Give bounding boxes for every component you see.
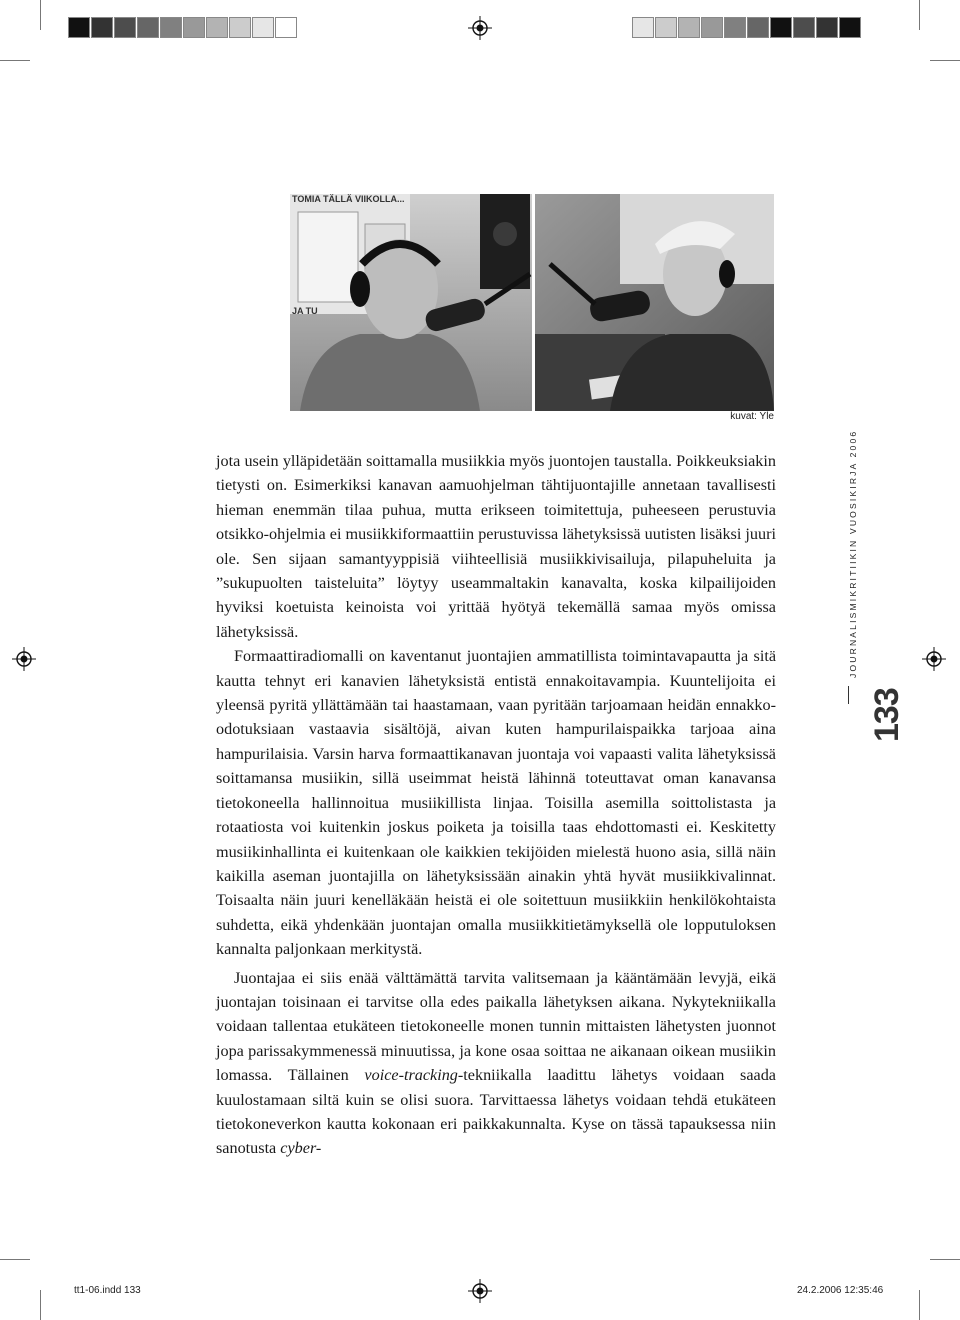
crop-mark: [40, 0, 41, 30]
color-swatch: [91, 17, 113, 38]
color-swatch: [275, 17, 297, 38]
color-swatch: [68, 17, 90, 38]
paragraph-text: Juontajaa ei siis enää välttämättä tarvita valitsemaan ja kääntämään levyjä, eikä juontajan toisinaan ei tarvitse olla edes paikalla lähetyksen aikana. Nykytekniikalla voidaan tallentaa etukäteen tietokoneelle monen tunnin mittaisten lähetysten juonnot jopa parissakymmenessä minuutissa, ja kone osaa soittaa ne aikanaan oikean musiikin lomassa. Tällainen: [216, 968, 776, 1085]
emphasis: cyber-: [280, 1139, 322, 1158]
crop-mark: [0, 60, 30, 61]
sign-text: TOMIA TÄLLÄ VIIKOLLA...: [292, 194, 405, 204]
crop-mark: [40, 1290, 41, 1320]
color-swatch: [770, 17, 792, 38]
color-bar-right: [632, 17, 862, 38]
paragraph-text: -tekniikalla laadittu lähetys voidaan saada kuulostamaan siltä kuin se olisi suora. Tarvittaessa lähetys voidaan tehdä etukäteen tietokoneverkon kautta kokonaan eri paikkakunnalta. Kyse on tässä tapauksessa niin sanotusta: [216, 1066, 776, 1158]
color-swatch: [678, 17, 700, 38]
page-number: 133: [868, 688, 906, 742]
color-swatch: [206, 17, 228, 38]
color-swatch: [701, 17, 723, 38]
color-swatch: [747, 17, 769, 38]
color-bar-left: [68, 17, 298, 38]
article-body: [216, 449, 776, 1161]
crop-mark: [919, 1290, 920, 1320]
crop-mark: [919, 0, 920, 30]
color-swatch: [839, 17, 861, 38]
registration-mark-right: [922, 647, 946, 671]
color-swatch: [114, 17, 136, 38]
color-swatch: [816, 17, 838, 38]
crop-mark: [0, 1259, 30, 1260]
color-swatch: [252, 17, 274, 38]
color-swatch: [724, 17, 746, 38]
sign-text: JA TU: [292, 306, 318, 316]
divider: [848, 686, 849, 704]
color-swatch: [655, 17, 677, 38]
color-swatch: [793, 17, 815, 38]
registration-mark-top: [468, 16, 492, 40]
registration-mark-left: [12, 647, 36, 671]
paragraph: [216, 966, 776, 1161]
radio-hosts-photo: [290, 194, 774, 411]
crop-mark: [930, 1259, 960, 1260]
footer-file: tt1-06.indd 133: [74, 1285, 141, 1296]
color-swatch: [137, 17, 159, 38]
registration-mark-bottom: [468, 1279, 492, 1303]
color-swatch: [229, 17, 251, 38]
photo-credit: kuvat: Yle: [730, 411, 774, 422]
paragraph: Formaattiradiomalli on kaventanut juontajien ammatillista toimintavapautta ja sitä kautta tehnyt eri kanavien lähetyksistä entistä ennakoitavampia. Kuuntelijoita ei yleensä pyritä yllättämään tai haastamaan, vaan pyritään tarjoamaan heidän ennakko-odotuksiaan vastaavia sisältöjä, aivan kuten hampurilaispaikka tarjoaa aina hampurilaisia. Varsin harva formaattikanavan juontaja voi vapaasti valita lähetyksissä soittamansa musiikin, sillä useimmat heistä lähinnä toteuttavat oman kanavansa tietokoneella hallinnoitua musiikillista linjaa. Toisilla asemilla soittolistasta ja rotaatiosta voi kuitenkin joskus poiketa ja toisilla taas ehdottomasti ei. Keskitetty musiikinhallinta ei kuitenkaan ole kaikkien tekijöiden mielestä huono asia, sillä näin kaikilla aseman juontajilla on lähetyksissään ainakin yhtä hyvät musiikkivalinnat. Toisaalta näin juuri kenelläkään heistä ei ole soitettuun musiikkiin henkilökohtaista suhdetta, eikä yhdenkään juontajan omalla musiikkitietämyksellä ole lopputuloksen kannalta paljonkaan merkitystä.: [216, 647, 776, 959]
crop-mark: [930, 60, 960, 61]
paragraph: jota usein ylläpidetään soittamalla musiikkia myös juontojen taustalla. Poikkeuksiakin tietysti on. Esimerkiksi kanavan aamuohjelman tähtijuontajille annetaan tavallisesti hieman enemmän tilaa puhua, mutta erikseen toimitettuja, puheeseen perustuvia otsikko-ohjelmia ei musiikkiformaattiin perustuvissa lähetyksissä uutisten lisäksi juuri ole. Sen sijaan samantyyppisiä viihteellisiä musiikkivisailuja, pilapuheluita ja ”sukupuolten taisteluita” löytyy useammaltakin kanavalta, koska kilpailijoiden hyviksi koetuista keinoista voi yrittää hyötyä tekemällä samaa myös omissa lähetyksissä.: [216, 452, 776, 641]
color-swatch: [160, 17, 182, 38]
color-swatch: [632, 17, 654, 38]
footer-timestamp: 24.2.2006 12:35:46: [797, 1285, 884, 1296]
side-margin: [822, 429, 906, 760]
emphasis: voice-tracking: [364, 1066, 458, 1085]
color-swatch: [183, 17, 205, 38]
journal-title: JOURNALISMIKRITIIKIN VUOSIKIRJA 2006: [848, 429, 858, 678]
